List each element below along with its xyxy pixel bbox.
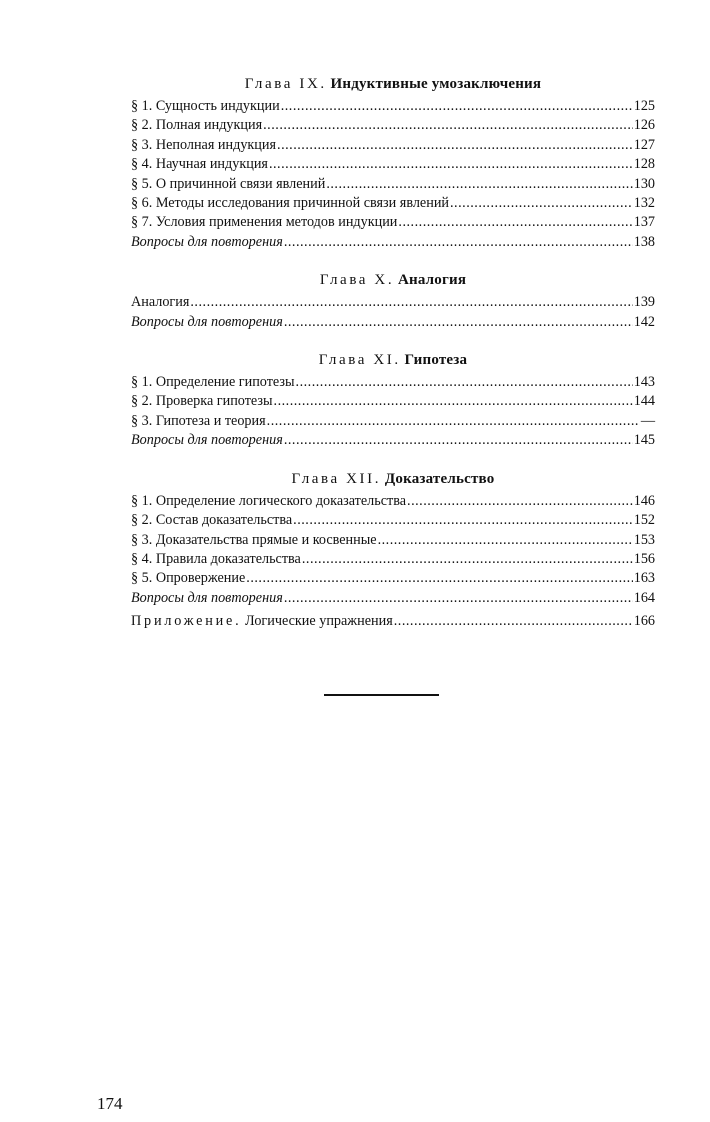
dot-leader [394, 612, 633, 631]
chapter-title [131, 469, 655, 489]
entry-text: § 1. Определение гипотезы [131, 374, 295, 391]
toc-entry [131, 511, 655, 530]
entry-text: Вопросы для повторения [131, 589, 283, 606]
entry-text: § 3. Доказательства прямые и косвенные [131, 531, 377, 548]
entry-page: 145 [633, 432, 655, 449]
toc-entry [131, 175, 655, 194]
dot-leader [284, 431, 633, 450]
entry-page: 156 [633, 550, 655, 567]
appendix-text [131, 612, 393, 631]
table-of-contents [131, 74, 655, 650]
toc-entry [131, 136, 655, 155]
chapter-9 [131, 74, 655, 252]
toc-entry [131, 293, 655, 312]
dot-leader [398, 213, 632, 232]
dot-leader [284, 233, 633, 252]
chapter-label: Глава X. [319, 272, 395, 289]
entry-page: 138 [633, 233, 655, 250]
chapter-title [131, 350, 655, 370]
toc-entry-appendix [131, 612, 655, 631]
toc-entry [131, 194, 655, 213]
appendix-label: Приложение. [131, 613, 242, 630]
chapter-title [131, 270, 655, 290]
dot-leader [274, 392, 633, 411]
entry-text: § 5. О причинной связи явлений [131, 175, 326, 192]
entry-text: § 5. Опровержение [131, 570, 246, 587]
entry-page: 166 [633, 613, 655, 630]
entry-page: 127 [633, 136, 655, 153]
chapter-name: Доказательство [384, 470, 495, 487]
entry-page: 137 [633, 214, 655, 231]
entry-page: 139 [633, 294, 655, 311]
toc-entry [131, 550, 655, 569]
entry-text: § 2. Полная индукция [131, 117, 263, 134]
entry-page: 143 [633, 374, 655, 391]
entry-text: § 3. Гипотеза и теория [131, 412, 266, 429]
dot-leader [277, 136, 633, 155]
chapter-label: Глава XI. [318, 352, 401, 369]
entry-text: § 2. Состав доказательства [131, 512, 293, 529]
chapter-11 [131, 350, 655, 451]
entry-text: § 6. Методы исследования причинной связи явлений [131, 195, 449, 212]
entry-text: § 1. Сущность индукции [131, 98, 280, 114]
entry-text: § 2. Проверка гипотезы [131, 393, 273, 410]
chapter-12 [131, 469, 655, 632]
entry-page: 130 [633, 175, 655, 192]
entry-page: 164 [633, 589, 655, 606]
chapter-title [131, 74, 655, 94]
entry-page: 153 [633, 531, 655, 548]
dot-leader [281, 97, 633, 116]
chapter-name: Индуктивные умозаключения [330, 76, 542, 92]
toc-entry [131, 569, 655, 588]
chapter-name: Аналогия [397, 272, 467, 289]
entry-text: Вопросы для повторения [131, 313, 283, 330]
toc-entry [131, 392, 655, 411]
dot-leader [263, 116, 633, 135]
toc-entry-review-questions [131, 431, 655, 450]
toc-entry [131, 97, 655, 116]
dot-leader [378, 531, 633, 550]
dot-leader [407, 492, 633, 511]
entry-page: 128 [633, 156, 655, 173]
page-number: 174 [97, 1094, 123, 1113]
entry-text: § 3. Неполная индукция [131, 136, 277, 153]
toc-entry [131, 213, 655, 232]
dot-leader [296, 373, 633, 392]
entry-page: 146 [633, 492, 655, 509]
entry-page: 144 [633, 393, 655, 410]
toc-entry-review-questions [131, 589, 655, 608]
entry-page: 152 [633, 512, 655, 529]
entry-text: § 1. Определение логического доказательства [131, 492, 407, 509]
toc-entry [131, 531, 655, 550]
entry-page: 142 [633, 313, 655, 330]
chapter-10 [131, 270, 655, 332]
entry-text: Вопросы для повторения [131, 233, 283, 250]
chapter-label: Глава IX. [244, 76, 327, 92]
toc-entry [131, 492, 655, 511]
toc-entry-review-questions [131, 313, 655, 332]
end-rule [324, 694, 439, 696]
chapter-name: Гипотеза [404, 352, 468, 369]
entry-page: 163 [633, 570, 655, 587]
dot-leader [326, 175, 632, 194]
toc-entry [131, 116, 655, 135]
appendix-title: Логические упражнения [245, 613, 393, 630]
dot-leader [269, 155, 633, 174]
dot-leader [190, 293, 632, 312]
chapter-label: Глава XII. [291, 470, 382, 487]
entry-page: 126 [633, 117, 655, 134]
toc-entry [131, 412, 655, 431]
toc-entry-review-questions [131, 233, 655, 252]
dot-leader [302, 550, 633, 569]
dot-leader [284, 589, 633, 608]
entry-text: Вопросы для повторения [131, 432, 283, 449]
entry-page: — [640, 412, 655, 429]
dot-leader [450, 194, 633, 213]
dot-leader [284, 313, 633, 332]
entry-text: § 7. Условия применения методов индукции [131, 214, 398, 231]
entry-page: 125 [633, 98, 655, 114]
entry-text: § 4. Правила доказательства [131, 550, 301, 567]
entry-page: 132 [633, 195, 655, 212]
entry-text: Аналогия [131, 294, 190, 311]
dot-leader [267, 412, 640, 431]
toc-entry [131, 373, 655, 392]
dot-leader [246, 569, 632, 588]
toc-entry [131, 155, 655, 174]
dot-leader [293, 511, 633, 530]
entry-text: § 4. Научная индукция [131, 156, 268, 173]
